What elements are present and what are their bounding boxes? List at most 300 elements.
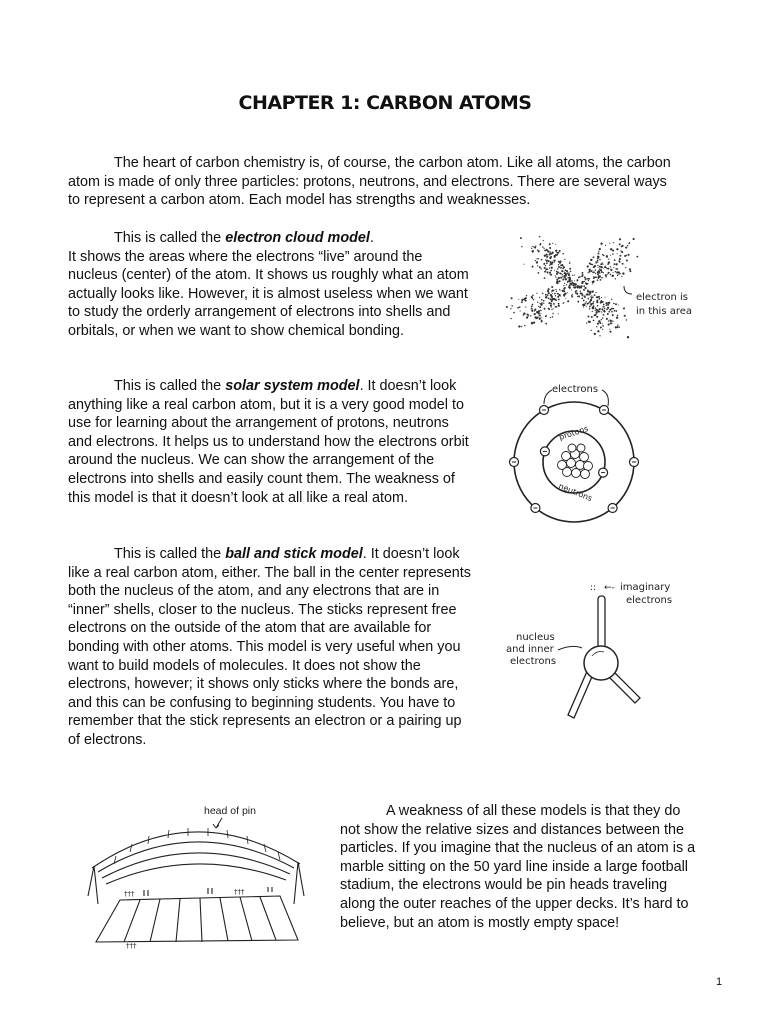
cloud-dot <box>536 258 537 259</box>
cloud-dot <box>614 310 616 312</box>
cloud-dot <box>599 259 600 260</box>
cloud-dot <box>580 292 582 294</box>
cloud-dot <box>605 274 607 276</box>
cloud-dot <box>595 276 597 278</box>
cloud-dot <box>572 275 573 276</box>
cloud-dot <box>533 299 534 300</box>
cloud-dot <box>613 308 615 310</box>
cloud-dot <box>545 268 547 270</box>
cloud-dot <box>556 291 557 292</box>
cloud-dot <box>555 289 556 290</box>
ball-model-name: ball and stick model <box>225 546 363 562</box>
field-marks-left: ††† <box>124 890 135 898</box>
cloud-dot <box>615 263 617 265</box>
cloud-dot <box>574 275 575 276</box>
cloud-dot <box>551 289 553 291</box>
cloud-dot <box>539 297 540 298</box>
cloud-dot <box>621 251 622 252</box>
cloud-dot <box>595 310 596 311</box>
cloud-dot <box>633 238 635 240</box>
cloud-dot <box>563 287 565 289</box>
cloud-pointer <box>624 286 632 294</box>
ball-paragraph <box>68 545 473 750</box>
cloud-dot <box>553 303 555 305</box>
cloud-dot <box>569 268 571 270</box>
nucleus <box>558 444 593 479</box>
cloud-dot <box>619 243 621 245</box>
cloud-dot <box>595 292 596 293</box>
cloud-dot <box>536 261 538 263</box>
cloud-dot <box>601 271 603 273</box>
solar-body: . It doesn’t look anything like a real carbon atom, but it is a very good model to use for learning about the arrangement of protons, neutrons and electrons. It helps us to understand how the electrons orbit around the nucleus. We can show the arrangement of the electrons into shells and easily count them. The weakness of this model is that it doesn’t look at all like a real atom. <box>68 378 469 506</box>
nucleus-label-1: nucleus <box>516 632 555 643</box>
cloud-dot <box>545 265 546 266</box>
cloud-dot <box>621 276 622 277</box>
cloud-dot <box>616 317 618 319</box>
cloud-dot <box>625 247 627 249</box>
cloud-dot <box>560 273 562 275</box>
cloud-dot <box>597 265 598 266</box>
cloud-dot <box>598 251 599 252</box>
cloud-dot <box>590 299 592 301</box>
cloud-dot <box>521 246 522 247</box>
cloud-dot <box>543 248 544 249</box>
cloud-dot <box>605 245 606 246</box>
cloud-dot <box>607 304 609 306</box>
cloud-dot <box>591 316 593 318</box>
cloud-dot <box>594 265 596 267</box>
cloud-dot <box>558 266 560 268</box>
cloud-dot <box>622 272 624 274</box>
cloud-dot <box>547 272 548 273</box>
protons-label: protons <box>557 423 590 442</box>
cloud-dot <box>603 272 604 273</box>
cloud-dot <box>626 259 628 261</box>
cloud-dot <box>565 269 567 271</box>
cloud-dot <box>552 293 553 294</box>
cloud-dot <box>558 294 560 296</box>
cloud-dot <box>564 276 566 278</box>
cloud-dot <box>564 271 565 272</box>
cloud-dot <box>610 255 611 256</box>
cloud-dot <box>550 317 551 318</box>
nucleus-pointer <box>558 646 582 650</box>
cloud-dot <box>558 261 560 263</box>
cloud-paragraph <box>68 229 473 341</box>
cloud-dot <box>559 289 560 290</box>
cloud-dot <box>607 263 609 265</box>
cloud-dot <box>599 275 601 277</box>
cloud-dot <box>533 322 535 324</box>
cloud-dot <box>586 283 587 284</box>
cloud-dot <box>539 306 541 308</box>
cloud-dot <box>582 273 583 274</box>
cloud-dot <box>595 311 597 313</box>
cloud-dot <box>538 310 540 312</box>
cloud-dot <box>586 322 587 323</box>
cloud-dot <box>610 274 611 275</box>
cloud-dot <box>532 304 534 306</box>
cloud-dot <box>560 260 562 262</box>
cloud-dot <box>540 310 542 312</box>
stadium-illustration <box>84 800 334 950</box>
cloud-dot <box>548 308 550 310</box>
cloud-dot <box>552 243 553 244</box>
cloud-dot <box>607 274 608 275</box>
cloud-dot <box>555 295 556 296</box>
cloud-dot <box>533 246 534 247</box>
cloud-dot <box>613 242 614 243</box>
cloud-model-name: electron cloud model <box>225 230 370 246</box>
cloud-dot <box>598 256 600 258</box>
cloud-dot <box>599 272 600 273</box>
field-marks-right: ††† <box>234 888 245 896</box>
cloud-dot <box>615 279 616 280</box>
cloud-dot <box>549 243 551 245</box>
cloud-dot <box>511 297 513 299</box>
cloud-dot <box>628 242 630 244</box>
cloud-dot <box>591 305 592 306</box>
cloud-dot <box>599 298 601 300</box>
cloud-dot <box>615 326 617 328</box>
cloud-dot <box>615 268 617 270</box>
cloud-dot <box>538 272 540 274</box>
cloud-dot <box>583 295 584 296</box>
cloud-dot <box>579 287 581 289</box>
cloud-dot <box>536 293 537 294</box>
electron-cloud-illustration <box>498 228 718 358</box>
cloud-dot <box>556 281 558 283</box>
cloud-dot <box>586 301 587 302</box>
cloud-dot <box>607 268 609 270</box>
cloud-dot <box>559 250 561 252</box>
cloud-dot <box>556 273 558 275</box>
cloud-dot <box>520 310 521 311</box>
cloud-dot <box>570 271 572 273</box>
cloud-dot <box>569 287 571 289</box>
cloud-dot <box>552 316 554 318</box>
cloud-dot <box>543 303 544 304</box>
neutrons-label: neutrons <box>557 481 594 504</box>
cloud-dot <box>603 268 604 269</box>
cloud-dot <box>551 286 553 288</box>
cloud-dot <box>597 261 598 262</box>
cloud-dot <box>578 295 580 297</box>
cloud-dot <box>587 303 589 305</box>
cloud-dot <box>554 270 555 271</box>
cloud-dot <box>536 318 537 319</box>
cloud-dot <box>604 308 605 309</box>
cloud-dot <box>591 330 592 331</box>
cloud-dot <box>543 300 545 302</box>
cloud-dot <box>544 267 546 269</box>
cloud-dot <box>629 270 631 272</box>
cloud-dot <box>593 276 595 278</box>
cloud-label-1: electron is <box>636 292 689 303</box>
cloud-dot <box>592 281 594 283</box>
cloud-dot <box>606 309 607 310</box>
cloud-dot <box>583 274 584 275</box>
cloud-dot <box>555 250 557 252</box>
cloud-dot <box>549 298 550 299</box>
cloud-dot <box>551 297 553 299</box>
cloud-dot <box>609 331 611 333</box>
cloud-dot <box>562 290 563 291</box>
cloud-dot <box>595 262 597 264</box>
cloud-dot <box>567 272 569 274</box>
cloud-dot <box>534 309 536 311</box>
cloud-dot <box>602 323 603 324</box>
cloud-dot <box>611 299 612 300</box>
cloud-dot <box>554 293 556 295</box>
cloud-dot <box>562 276 563 277</box>
cloud-dot <box>610 248 612 250</box>
cloud-dot <box>604 311 606 313</box>
cloud-dot <box>617 271 619 273</box>
cloud-dot <box>577 301 579 303</box>
cloud-dot <box>597 267 598 268</box>
cloud-dot <box>597 260 599 262</box>
cloud-dot <box>593 271 595 273</box>
cloud-dot <box>576 293 578 295</box>
cloud-dot <box>624 315 626 317</box>
head-of-pin-label: head of pin <box>204 805 256 817</box>
cloud-dot <box>519 306 521 308</box>
cloud-dot <box>593 256 595 258</box>
cloud-dot <box>612 253 613 254</box>
cloud-dot <box>592 290 594 292</box>
cloud-dot <box>544 277 546 279</box>
cloud-dot <box>538 306 539 307</box>
cloud-dot <box>549 251 551 253</box>
cloud-dot <box>567 300 569 302</box>
cloud-body: It shows the areas where the electrons “live” around the nucleus (center) of the atom. It shows us roughly what an atom actually looks like. However, it is almost useless when we want to study the orderly arrangement of electrons into shells and orbitals, or when we want to show chemical bonding. <box>68 248 469 339</box>
cloud-dot <box>592 296 594 298</box>
solar-system-illustration <box>506 378 666 528</box>
cloud-dot <box>541 317 542 318</box>
pin-pointer <box>213 818 222 828</box>
cloud-dot <box>602 325 604 327</box>
cloud-dot <box>602 329 603 330</box>
cloud-dot <box>617 275 618 276</box>
cloud-dot <box>511 305 513 307</box>
solar-model-name: solar system model <box>225 378 360 394</box>
cloud-dot <box>564 293 566 295</box>
cloud-dot <box>582 272 584 274</box>
cloud-dot <box>534 246 536 248</box>
cloud-dot <box>546 262 548 264</box>
cloud-dot <box>611 275 613 277</box>
solar-lead: This is called the <box>114 378 226 394</box>
cloud-dot <box>597 279 599 281</box>
cloud-dot <box>611 323 612 324</box>
cloud-dot <box>545 323 547 325</box>
stadium-seat-marks <box>114 828 280 864</box>
cloud-dot <box>554 262 555 263</box>
cloud-dot <box>565 298 566 299</box>
cloud-dot <box>539 266 541 268</box>
cloud-dot <box>546 256 548 258</box>
cloud-dot <box>537 265 538 266</box>
cloud-dot <box>556 279 558 281</box>
intro-text: The heart of carbon chemistry is, of course, the carbon atom. Like all atoms, the carbon atom is made of only three particles: protons, neutrons, and electrons. There are several ways to represent a carbon atom. Each model has strengths and weaknesses. <box>68 155 671 209</box>
weakness-text: A weakness of all these models is that they do not show the relative sizes and distances between the particles. If you imagine that the nucleus of an atom is a marble sitting on the 50 yard line inside a large football stadium, the electrons would be pin heads traveling along the outer reaches of the upper decks. It’s hard to believe, but an atom is mostly empty space! <box>340 803 696 931</box>
cloud-dot <box>600 266 602 268</box>
cloud-dot <box>563 285 564 286</box>
cloud-dot <box>597 323 599 325</box>
cloud-dot <box>564 283 565 284</box>
cloud-dot <box>599 268 601 270</box>
nucleus-label-3: electrons <box>510 656 557 667</box>
cloud-dot <box>513 312 515 314</box>
cloud-dot <box>521 301 523 303</box>
cloud-dot <box>597 258 599 260</box>
cloud-dot <box>539 244 541 246</box>
cloud-dot <box>595 269 596 270</box>
cloud-dot <box>587 278 589 280</box>
cloud-dot <box>593 305 595 307</box>
cloud-dot <box>569 262 571 264</box>
cloud-dot <box>584 303 586 305</box>
cloud-dot <box>583 306 584 307</box>
cloud-dot <box>569 261 570 262</box>
cloud-dot <box>615 303 617 305</box>
cloud-dot <box>585 279 587 281</box>
cloud-dot <box>616 248 618 250</box>
cloud-dot <box>532 266 534 268</box>
cloud-dot <box>547 290 549 292</box>
imaginary-label-1: imaginary <box>620 582 671 593</box>
cloud-dot <box>553 308 554 309</box>
cloud-dot <box>629 268 631 270</box>
cloud-dot <box>591 295 592 296</box>
cloud-dot <box>610 266 611 267</box>
cloud-dot <box>560 277 562 279</box>
cloud-dot <box>557 293 559 295</box>
imaginary-label-2: electrons <box>626 595 673 606</box>
cloud-dot <box>591 264 593 266</box>
imaginary-arrow: ←- <box>604 583 615 593</box>
cloud-dot <box>548 297 550 299</box>
cloud-dot <box>596 326 597 327</box>
cloud-dot <box>550 306 551 307</box>
cloud-dot <box>567 281 569 283</box>
cloud-dot <box>594 294 596 296</box>
cloud-dot <box>626 255 628 257</box>
cloud-dot <box>538 250 540 252</box>
cloud-dot <box>567 292 568 293</box>
cloud-dot <box>550 303 551 304</box>
cloud-dot <box>596 316 598 318</box>
cloud-dot <box>591 270 593 272</box>
cloud-dot <box>600 279 602 281</box>
cloud-dot <box>550 270 551 271</box>
cloud-dot <box>603 306 605 308</box>
cloud-dot <box>586 306 587 307</box>
cloud-dot <box>587 272 588 273</box>
cloud-dot <box>574 280 575 281</box>
cloud-dot <box>571 295 572 296</box>
cloud-dot <box>518 325 520 327</box>
cloud-dot <box>539 303 540 304</box>
cloud-dot <box>549 265 550 266</box>
cloud-dot <box>581 285 583 287</box>
ball-lead: This is called the <box>114 546 226 562</box>
cloud-dot <box>567 282 568 283</box>
cloud-dot <box>614 263 616 265</box>
cloud-dot <box>584 297 585 298</box>
cloud-dot <box>531 308 533 310</box>
cloud-dot <box>619 258 621 260</box>
cloud-dot <box>603 255 605 257</box>
cloud-dot <box>549 271 551 273</box>
nucleus-label-2: and inner <box>506 644 554 655</box>
cloud-dot <box>555 306 557 308</box>
cloud-dot <box>593 301 594 302</box>
cloud-label-2: in this area <box>636 306 693 317</box>
cloud-after: . <box>369 230 374 246</box>
cloud-dot <box>580 285 581 286</box>
cloud-dot <box>627 336 629 338</box>
cloud-dot <box>549 267 550 268</box>
cloud-dot <box>591 298 592 299</box>
cloud-dot <box>609 243 610 244</box>
cloud-dot <box>583 289 585 291</box>
cloud-dot <box>613 272 614 273</box>
cloud-dot <box>550 294 552 296</box>
cloud-dot <box>598 296 600 298</box>
cloud-dot <box>599 266 600 267</box>
cloud-dot <box>525 306 526 307</box>
cloud-dot <box>625 267 626 268</box>
cloud-dot <box>618 304 619 305</box>
cloud-dot <box>549 247 551 249</box>
cloud-dot <box>531 306 533 308</box>
cloud-dot <box>550 304 552 306</box>
cloud-dot <box>581 294 583 296</box>
cloud-dot <box>611 311 613 313</box>
cloud-dot <box>606 305 608 307</box>
cloud-dot <box>571 284 572 285</box>
cloud-dot <box>541 299 543 301</box>
cloud-dot <box>593 320 595 322</box>
cloud-dot <box>526 295 527 296</box>
cloud-dot <box>588 280 589 281</box>
cloud-dot <box>568 279 570 281</box>
cloud-dot <box>607 313 609 315</box>
cloud-dot <box>549 253 551 255</box>
cloud-dot <box>597 305 599 307</box>
cloud-dot <box>555 275 556 276</box>
cloud-dot <box>565 278 567 280</box>
cloud-dot <box>610 269 612 271</box>
cloud-dot <box>546 249 548 251</box>
cloud-dot <box>601 297 602 298</box>
cloud-dot <box>612 320 613 321</box>
cloud-dot <box>531 248 532 249</box>
cloud-dot <box>588 298 589 299</box>
cloud-dot <box>599 308 600 309</box>
cloud-dot <box>562 279 564 281</box>
cloud-dot <box>604 297 605 298</box>
cloud-dot <box>589 308 591 310</box>
cloud-dot <box>526 313 528 315</box>
imaginary-dots: :: <box>590 583 597 593</box>
cloud-dot <box>599 248 601 250</box>
cloud-dot <box>608 320 609 321</box>
cloud-dot <box>583 300 585 302</box>
cloud-dot <box>613 267 614 268</box>
